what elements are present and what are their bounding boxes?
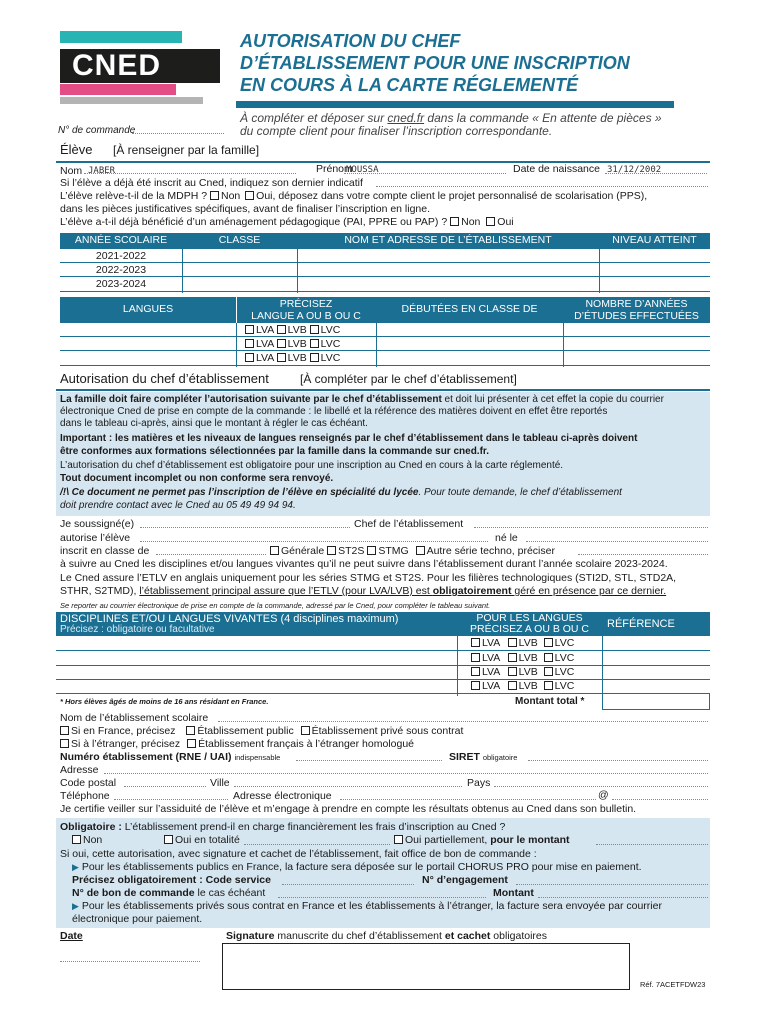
info-line-2: électronique Cned de prise en compte de la commande : le libellé et la référence des matières doivent en effet être reportés (60, 406, 608, 417)
dob-value: 31/12/2002 (607, 165, 662, 175)
previous-id-question: Si l’élève a déjà été inscrit au Cned, indiquez son dernier indicatif (60, 177, 363, 189)
header-nombre-2: D’ÉTUDES EFFECTUÉES (574, 310, 699, 322)
header-disciplines-1: DISCIPLINES ET/OU LANGUES VIVANTES (4 disciplines maximum) (60, 613, 399, 625)
pays-label: Pays (467, 777, 491, 789)
decl-line-5: Le Cned assure l’ETLV en anglais uniquement pour les séries STMG et ST2S. Pour les filières technologiques (STI2D, STL, STD2A, (60, 572, 677, 584)
total-label: Montant total * (515, 696, 585, 707)
lvb-checkbox[interactable] (508, 667, 517, 676)
info-line-7: Tout document incomplet ou non conforme sera renvoyé. (60, 473, 334, 484)
lvc-checkbox[interactable] (544, 667, 553, 676)
lvb-checkbox[interactable] (277, 339, 286, 348)
lv2-choice-row-4: LVA LVB LVC (471, 680, 574, 692)
title-line-1: AUTORISATION DU CHEF (240, 31, 461, 51)
code-service-label: Précisez obligatoirement : Code service (72, 874, 271, 886)
info-line-4: Important : les matières et les niveaux de langues renseignés par le chef d’établissement dans le tableau ci-après doivent (60, 433, 638, 444)
classe-field[interactable] (156, 545, 266, 555)
lvb-checkbox[interactable] (277, 325, 286, 334)
signature-label: Signature manuscrite du chef d’établissement et cachet obligatoires (226, 930, 548, 942)
financement-option-total: Oui en totalité (164, 834, 240, 846)
tel-label: Téléphone (60, 790, 110, 802)
decl-note: Se reporter au courrier électronique de prise en compte de la commande, adressé par le Cned, pour compléter le tableau suivant. (60, 601, 491, 610)
siret-label: SIRET obligatoire (449, 751, 518, 763)
mdph-question: L’élève relève-t-il de la MDPH ? Non Oui, déposez dans votre compte client le projet personnalisé de scolarisation (PPS), (60, 190, 648, 202)
lvc-checkbox[interactable] (310, 339, 319, 348)
etranger-checkbox[interactable] (60, 739, 69, 748)
amenagement-question: L’élève a-t-il déjà bénéficié d’un aménagement pédagogique (PAI, PPRE ou PAP) ? Non Oui (60, 216, 514, 228)
adresse-field[interactable] (104, 764, 708, 774)
ne-le-label: né le (495, 532, 518, 544)
mdph-detail: dans les pièces justificatives spécifiques, avant de finaliser l’inscription en ligne. (60, 203, 431, 215)
ville-label: Ville (210, 777, 230, 789)
prenom-label: Prénom (316, 163, 353, 175)
etab-name-field[interactable] (218, 712, 708, 722)
email-field-domain[interactable] (612, 790, 708, 800)
lva-checkbox[interactable] (245, 353, 254, 362)
header-etablissement: NOM ET ADRESSE DE L’ÉTABLISSEMENT (344, 234, 552, 246)
autorise-label: autorise l’élève (60, 532, 131, 544)
tel-field[interactable] (114, 790, 228, 800)
table-row[interactable] (56, 651, 710, 666)
logo-text: CNED (60, 49, 220, 83)
lv2-choice-row-2: LVA LVB LVC (471, 652, 574, 664)
instructions-line-2: du compte client pour finaliser l’inscription correspondante. (240, 124, 553, 138)
financement-option-partiel: Oui partiellement, pour le montant (394, 834, 570, 846)
table-row[interactable] (56, 666, 710, 680)
date-label: Date (60, 930, 83, 942)
lv2-choice-row-3: LVA LVB LVC (471, 666, 574, 678)
cp-field[interactable] (124, 777, 206, 787)
age-footnote: * Hors élèves âgés de moins de 16 ans résidant en France. (60, 697, 269, 706)
financement-question: Obligatoire : L’établissement prend-il en charge financièrement les frais d’inscription au Cned ? (60, 821, 506, 833)
signature-box[interactable] (222, 943, 630, 990)
lvb-checkbox[interactable] (508, 653, 517, 662)
rne-field[interactable] (296, 751, 442, 761)
year-2023: 2023-2024 (95, 278, 147, 290)
autre-serie-checkbox[interactable] (416, 546, 425, 555)
cned-logo (60, 31, 220, 99)
mdph-oui-checkbox[interactable] (245, 191, 254, 200)
header-reference: RÉFÉRENCE (607, 618, 675, 630)
lvb-checkbox[interactable] (277, 353, 286, 362)
info-line-6: L’autorisation du chef d’établissement est obligatoire pour une inscription au Cned en cours à la carte réglementé. (60, 460, 564, 471)
siret-field[interactable] (528, 751, 708, 761)
email-label: Adresse électronique (233, 790, 332, 802)
lva-checkbox[interactable] (471, 638, 480, 647)
table-row[interactable] (60, 337, 710, 351)
ville-field[interactable] (234, 777, 462, 787)
homologue-checkbox[interactable] (187, 739, 196, 748)
prenom-value: MOUSSA (346, 165, 379, 175)
at-sign: @ (598, 789, 609, 801)
order-number-label: N° de commande (58, 125, 136, 136)
soussigne-field[interactable] (140, 518, 350, 528)
lvc-checkbox[interactable] (544, 653, 553, 662)
header-langues: LANGUES (122, 303, 174, 315)
etab-etranger-row: Si à l’étranger, précisez Établissement français à l’étranger homologué (60, 738, 414, 750)
bon-commande-text: Si oui, cette autorisation, avec signature et cachet de l’établissement, fait office de bon de commande : (60, 848, 537, 860)
nom-label: Nom (60, 165, 83, 177)
montant-field[interactable] (538, 888, 708, 898)
lv-choice-row-2: LVA LVB LVC (245, 338, 340, 350)
header-lv-1: POUR LES LANGUES (476, 612, 583, 624)
code-service-field[interactable] (282, 875, 414, 885)
table-row[interactable] (56, 680, 710, 694)
header-nombre-1: NOMBRE D’ANNÉES (585, 298, 688, 310)
ne-le-field[interactable] (526, 532, 708, 542)
dob-label: Date de naissance (513, 163, 600, 175)
rne-label: Numéro établissement (RNE / UAI) indispensable (60, 751, 281, 763)
lvc-checkbox[interactable] (310, 353, 319, 362)
eleve-name-field[interactable] (140, 532, 488, 542)
amenagement-oui-checkbox[interactable] (486, 217, 495, 226)
nom-field[interactable] (84, 164, 296, 174)
lv-choice-row-3: LVA LVB LVC (245, 352, 340, 364)
financement-options: Non (72, 834, 102, 846)
montant-label: Montant (493, 887, 534, 899)
table-row[interactable] (60, 323, 710, 337)
section-autorisation-note: [À compléter par le chef d’établissement] (300, 372, 517, 386)
lvc-checkbox[interactable] (544, 638, 553, 647)
title-line-2: D’ÉTABLISSEMENT POUR UNE INSCRIPTION (240, 53, 630, 73)
lvc-checkbox[interactable] (310, 325, 319, 334)
date-field[interactable] (60, 952, 200, 962)
instructions-line-1: À compléter et déposer sur cned.fr dans la commande « En attente de pièces » (240, 111, 662, 125)
autre-serie-field[interactable] (578, 545, 708, 555)
lva-checkbox[interactable] (245, 339, 254, 348)
bon-number-field[interactable] (278, 888, 486, 898)
title-rule (236, 101, 674, 108)
table-row[interactable] (60, 351, 710, 366)
engagement-label: N° d’engagement (422, 874, 508, 886)
section-autorisation-rule (56, 389, 710, 391)
info-line-1: La famille doit faire compléter l’autorisation suivante par le chef d’établissement et doit lui présenter à cet effet la copie du courrier (60, 394, 664, 405)
engagement-field[interactable] (516, 875, 708, 885)
header-disciplines-2: Précisez : obligatoire ou facultative (60, 624, 215, 635)
header-precisez-1: PRÉCISEZ (279, 298, 333, 310)
classe-label: inscrit en classe de (60, 545, 150, 557)
lv-choice-row-1: LVA LVB LVC (245, 324, 340, 336)
adresse-label: Adresse (60, 764, 99, 776)
section-eleve-rule (56, 161, 710, 163)
certif-text: Je certifie veiller sur l’assiduité de l’élève et m’engage à prendre en compte les résultats obtenus au Cned dans son bulletin. (60, 803, 637, 815)
etab-france-row: Si en France, précisez Établissement public Établissement privé sous contrat (60, 725, 463, 737)
pays-field[interactable] (494, 777, 708, 787)
prive-text-2: électronique pour paiement. (72, 913, 203, 925)
section-eleve-note: [À renseigner par la famille] (113, 143, 260, 157)
lva-checkbox[interactable] (471, 681, 480, 690)
public-checkbox[interactable] (186, 726, 195, 735)
chef-field[interactable] (474, 518, 708, 528)
lv2-choice-row-1: LVA LVB LVC (471, 637, 574, 649)
lva-checkbox[interactable] (471, 667, 480, 676)
mdph-non-checkbox[interactable] (210, 191, 219, 200)
header-debutees: DÉBUTÉES EN CLASSE DE (401, 303, 538, 315)
info-line-8: /!\ Ce document ne permet pas l’inscription de l’élève en spécialité du lycée. Pour toute demande, le chef d’établissement (60, 487, 622, 498)
lvb-checkbox[interactable] (508, 681, 517, 690)
email-field-user[interactable] (340, 790, 596, 800)
generale-checkbox[interactable] (270, 546, 279, 555)
header-classe: CLASSE (218, 234, 261, 246)
fin-total-checkbox[interactable] (164, 835, 173, 844)
info-line-5: être conformes aux formations sélectionnées par la famille dans la commande sur cned.fr. (60, 446, 490, 457)
reference-code: Réf. 7ACETFDW23 (640, 980, 706, 989)
fin-montant-field[interactable] (596, 835, 708, 845)
total-field[interactable] (602, 693, 710, 710)
header-niveau: NIVEAU ATTEINT (612, 234, 697, 246)
chef-label: Chef de l’établissement (354, 518, 464, 530)
prive-text-1: ▶ Pour les établissements privés sous contrat en France et les établissements à l’étranger, la facture sera envoyée par courrier (72, 900, 662, 912)
amenagement-non-checkbox[interactable] (450, 217, 459, 226)
year-2021: 2021-2022 (95, 250, 147, 262)
lvb-checkbox[interactable] (508, 638, 517, 647)
section-autorisation-title: Autorisation du chef d’établissement (60, 371, 269, 386)
header-lv-2: PRÉCISEZ A OU B OU C (469, 623, 590, 635)
public-chorus-text: ▶ Pour les établissements publics en France, la facture sera déposée sur le portail CHORUS PRO pour mise en paiement. (72, 861, 642, 873)
serie-options: Générale ST2S STMG Autre série techno, préciser (270, 545, 555, 557)
fin-partiel-checkbox[interactable] (394, 835, 403, 844)
soussigne-label: Je soussigné(e) (60, 518, 135, 530)
table-row[interactable] (56, 636, 710, 651)
previous-id-field[interactable] (376, 177, 708, 187)
decl-line-4: à suivre au Cned les disciplines et/ou langues vivantes qu’il ne peut suivre dans l’établissement durant l’année scolaire 2023-2024. (60, 558, 668, 570)
section-eleve-title: Élève (60, 142, 93, 157)
year-2022: 2022-2023 (95, 264, 147, 276)
header-annee: ANNÉE SCOLAIRE (74, 234, 168, 246)
fin-total-line (244, 835, 390, 845)
title-line-3: EN COURS À LA CARTE RÉGLEMENTÉ (240, 75, 579, 95)
lvc-checkbox[interactable] (544, 681, 553, 690)
nom-value: JABER (88, 166, 116, 176)
decl-line-6: STHR, S2TMD), l’établissement principal assure que l’ETLV (pour LVA/LVB) est obligatoirement géré en présence par ce dernier. (60, 585, 667, 597)
cp-label: Code postal (60, 777, 117, 789)
info-line-9: doit prendre contact avec le Cned au 05 49 49 94 94. (60, 500, 296, 511)
header-precisez-2: LANGUE A OU B OU C (251, 310, 361, 322)
etab-name-label: Nom de l’établissement scolaire (60, 712, 209, 724)
fin-non-checkbox[interactable] (72, 835, 81, 844)
st2s-checkbox[interactable] (327, 546, 336, 555)
lva-checkbox[interactable] (471, 653, 480, 662)
france-checkbox[interactable] (60, 726, 69, 735)
order-number-field[interactable] (132, 124, 224, 134)
bon-number-label: N° de bon de commande le cas échéant (72, 887, 266, 899)
prive-checkbox[interactable] (301, 726, 310, 735)
lva-checkbox[interactable] (245, 325, 254, 334)
stmg-checkbox[interactable] (367, 546, 376, 555)
info-line-3: dans le tableau ci-après, ainsi que le montant à régler le cas échéant. (60, 418, 368, 429)
